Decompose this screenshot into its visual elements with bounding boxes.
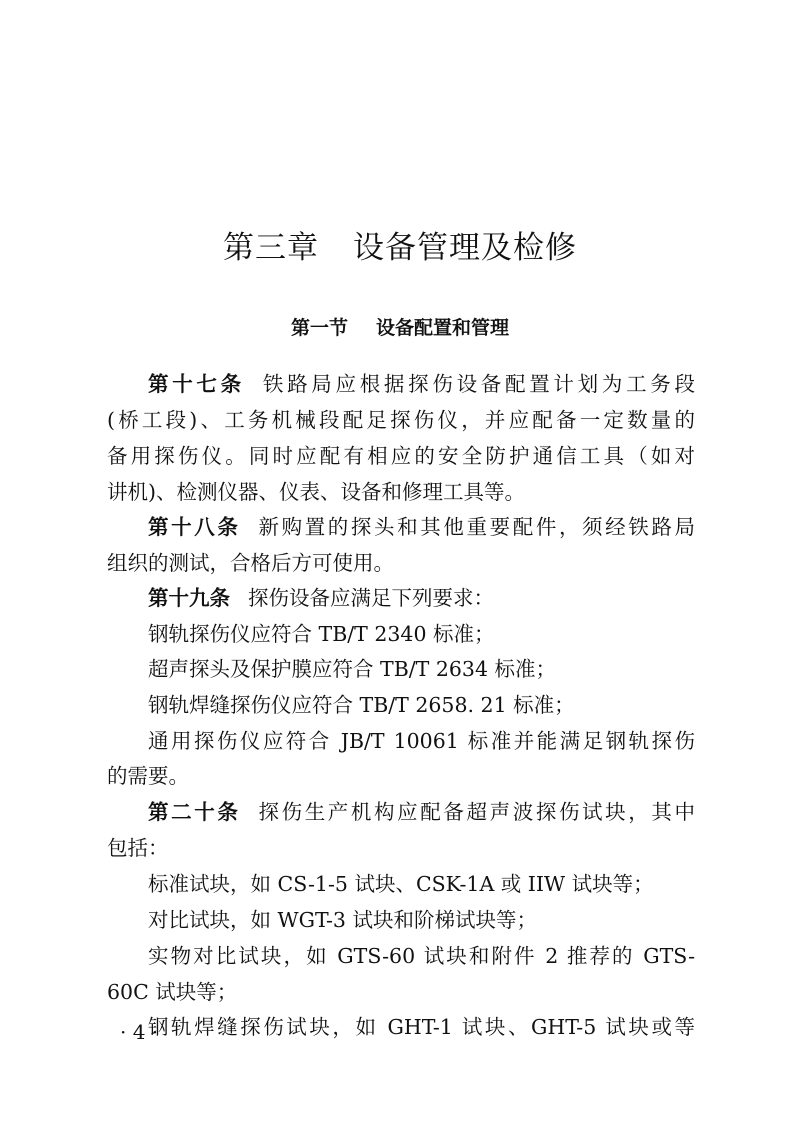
chapter-title bbox=[0, 224, 800, 272]
section-title bbox=[0, 312, 800, 344]
article-20-item-4: 钢轨焊缝探伤试块，如 GHT-1 试块、GHT-5 试块或等 bbox=[148, 1015, 695, 1039]
article-17-line-3: 备用探伤仪。同时应配有相应的安全防护通信工具（如对 bbox=[107, 444, 695, 468]
article-19-text: 探伤设备应满足下列要求： bbox=[248, 586, 494, 610]
article-19-label: 第十九条 bbox=[148, 586, 230, 610]
article-17-label: 第十七条 bbox=[148, 372, 245, 396]
article-18-line-2: 组织的测试，合格后方可使用。 bbox=[107, 551, 394, 575]
chapter-name: 设备管理及检修 bbox=[353, 230, 577, 266]
article-20-line-2: 包括： bbox=[107, 836, 169, 860]
article-19-line-1 bbox=[148, 580, 695, 616]
section-number: 第一节 bbox=[290, 317, 348, 339]
article-17-line-4: 讲机)、检测仪器、仪表、设备和修理工具等。 bbox=[107, 480, 525, 504]
article-17-line-2: (桥工段)、工务机械段配足探伤仪，并应配备一定数量的 bbox=[107, 408, 695, 432]
article-20-label: 第二十条 bbox=[148, 800, 241, 824]
chapter-number: 第三章 bbox=[223, 230, 319, 266]
article-20-item-1: 标准试块，如 CS-1-5 试块、CSK-1A 或 IIW 试块等； bbox=[148, 872, 654, 896]
article-18-label: 第十八条 bbox=[148, 515, 241, 539]
article-20-item-3-cont: 60C 试块等； bbox=[107, 980, 238, 1004]
article-20-item-3: 实物对比试块，如 GTS-60 试块和附件 2 推荐的 GTS- bbox=[148, 944, 695, 968]
article-18-text: 新购置的探头和其他重要配件，须经铁路局 bbox=[258, 515, 696, 539]
article-20-item-2: 对比试块，如 WGT-3 试块和阶梯试块等； bbox=[148, 908, 537, 932]
article-19-item-2: 超声探头及保护膜应符合 TB/T 2634 标准； bbox=[148, 657, 557, 681]
page-number: · 4 · bbox=[120, 1020, 159, 1044]
article-20-text: 探伤生产机构应配备超声波探伤试块，其中 bbox=[258, 800, 696, 824]
article-17-text: 铁路局应根据探伤设备配置计划为工务段 bbox=[262, 372, 696, 396]
article-19-item-4-cont: 的需要。 bbox=[107, 764, 189, 788]
article-19-item-4: 通用探伤仪应符合 JB/T 10061 标准并能满足钢轨探伤 bbox=[148, 729, 695, 753]
article-17-line-1 bbox=[148, 366, 695, 402]
article-19-item-1: 钢轨探伤仪应符合 TB/T 2340 标准； bbox=[148, 622, 495, 646]
section-name: 设备配置和管理 bbox=[376, 317, 510, 339]
article-19-item-3: 钢轨焊缝探伤仪应符合 TB/T 2658. 21 标准； bbox=[148, 693, 575, 717]
article-20-line-1 bbox=[148, 794, 695, 830]
article-18-line-1 bbox=[148, 509, 695, 545]
